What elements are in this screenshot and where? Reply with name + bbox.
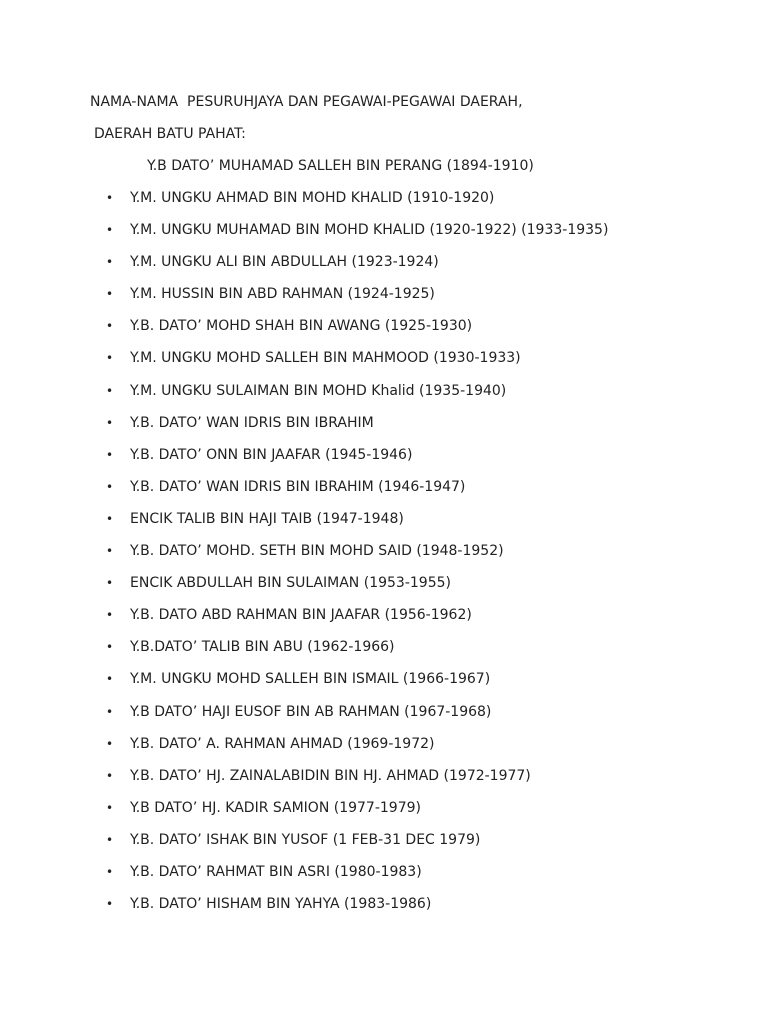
list-item-text: Y.B. DATO’ HJ. ZAINALABIDIN BIN HJ. AHMAD (1972-1977)	[130, 767, 531, 784]
bullet-icon: •	[106, 479, 114, 494]
bullet-icon: •	[106, 447, 114, 462]
bullet-icon: •	[106, 255, 114, 270]
list-item-text: Y.B. DATO’ MOHD. SETH BIN MOHD SAID (1948-1952)	[130, 543, 504, 560]
bullet-icon: •	[106, 191, 114, 205]
bullet-icon: •	[106, 704, 114, 719]
list-item-text: Y.B DATO’ HJ. KADIR SAMION (1977-1979)	[130, 799, 421, 816]
list-item-text: Y.B. DATO ABD RAHMAN BIN JAAFAR (1956-1962)	[130, 607, 472, 624]
bullet-icon: •	[106, 287, 114, 302]
list-item-text: Y.M. UNGKU MUHAMAD BIN MOHD KHALID (1920-1922) (1933-1935)	[130, 222, 609, 239]
list-item-text: Y.M. UNGKU AHMAD BIN MOHD KHALID (1910-1920)	[130, 190, 495, 206]
bullet-icon: •	[106, 351, 114, 366]
list-item-text: Y.B. DATO’ WAN IDRIS BIN IBRAHIM	[130, 414, 374, 431]
list-item-text: Y.B DATO’ HAJI EUSOF BIN AB RAHMAN (1967-1968)	[130, 703, 492, 720]
list-item-text: Y.B. DATO’ A. RAHMAN AHMAD (1969-1972)	[130, 735, 435, 752]
bullet-icon: •	[106, 640, 114, 655]
list-item-text: Y.B. DATO’ RAHMAT BIN ASRI (1980-1983)	[130, 863, 422, 880]
list-item-text: Y.B. DATO’ MOHD SHAH BIN AWANG (1925-1930)	[130, 318, 473, 335]
bullet-icon: •	[106, 800, 114, 815]
bullet-icon: •	[106, 832, 114, 847]
list-item-text: Y.M. UNGKU ALI BIN ABDULLAH (1923-1924)	[130, 254, 439, 271]
list-item-text: ENCIK ABDULLAH BIN SULAIMAN (1953-1955)	[130, 575, 451, 592]
bullet-icon: •	[106, 415, 114, 430]
list-item-text: Y.M. UNGKU MOHD SALLEH BIN ISMAIL (1966-1967)	[130, 671, 491, 688]
list-item-text: Y.B.DATO’ TALIB BIN ABU (1962-1966)	[130, 639, 395, 656]
list-item-text: Y.B. DATO’ ONN BIN JAAFAR (1945-1946)	[130, 446, 413, 463]
bullet-icon: •	[106, 672, 114, 687]
list-item-text: Y.M. UNGKU SULAIMAN BIN MOHD Khalid (1935-1940)	[130, 382, 507, 399]
list-item-text: ENCIK TALIB BIN HAJI TAIB (1947-1948)	[130, 510, 404, 527]
bullet-icon: •	[106, 608, 114, 623]
list-item-text: Y.B. DATO’ ISHAK BIN YUSOF (1 FEB-31 DEC 1979)	[130, 831, 481, 848]
list-item-text: Y.B. DATO’ WAN IDRIS BIN IBRAHIM (1946-1947)	[130, 478, 466, 495]
document-title: NAMA-NAMA PESURUHJAYA DAN PEGAWAI-PEGAWAI DAERAH,	[90, 94, 523, 110]
bullet-icon: •	[106, 736, 114, 751]
bullet-icon: •	[106, 864, 114, 879]
bullet-icon: •	[106, 383, 114, 398]
lead-entry: Y.B DATO’ MUHAMAD SALLEH BIN PERANG (1894-1910)	[147, 158, 534, 174]
document-subtitle: DAERAH BATU PAHAT:	[94, 126, 246, 142]
list-item-text: Y.B. DATO’ HISHAM BIN YAHYA (1983-1986)	[130, 896, 432, 913]
bullet-icon: •	[106, 319, 114, 334]
list-item-text: Y.M. UNGKU MOHD SALLEH BIN MAHMOOD (1930-1933)	[130, 350, 521, 367]
bullet-icon: •	[106, 223, 114, 238]
bullet-icon: •	[106, 897, 114, 912]
list-item-text: Y.M. HUSSIN BIN ABD RAHMAN (1924-1925)	[130, 286, 435, 303]
bullet-icon: •	[106, 511, 114, 526]
bullet-icon: •	[106, 544, 114, 559]
bullet-icon: •	[106, 768, 114, 783]
bullet-icon: •	[106, 576, 114, 591]
